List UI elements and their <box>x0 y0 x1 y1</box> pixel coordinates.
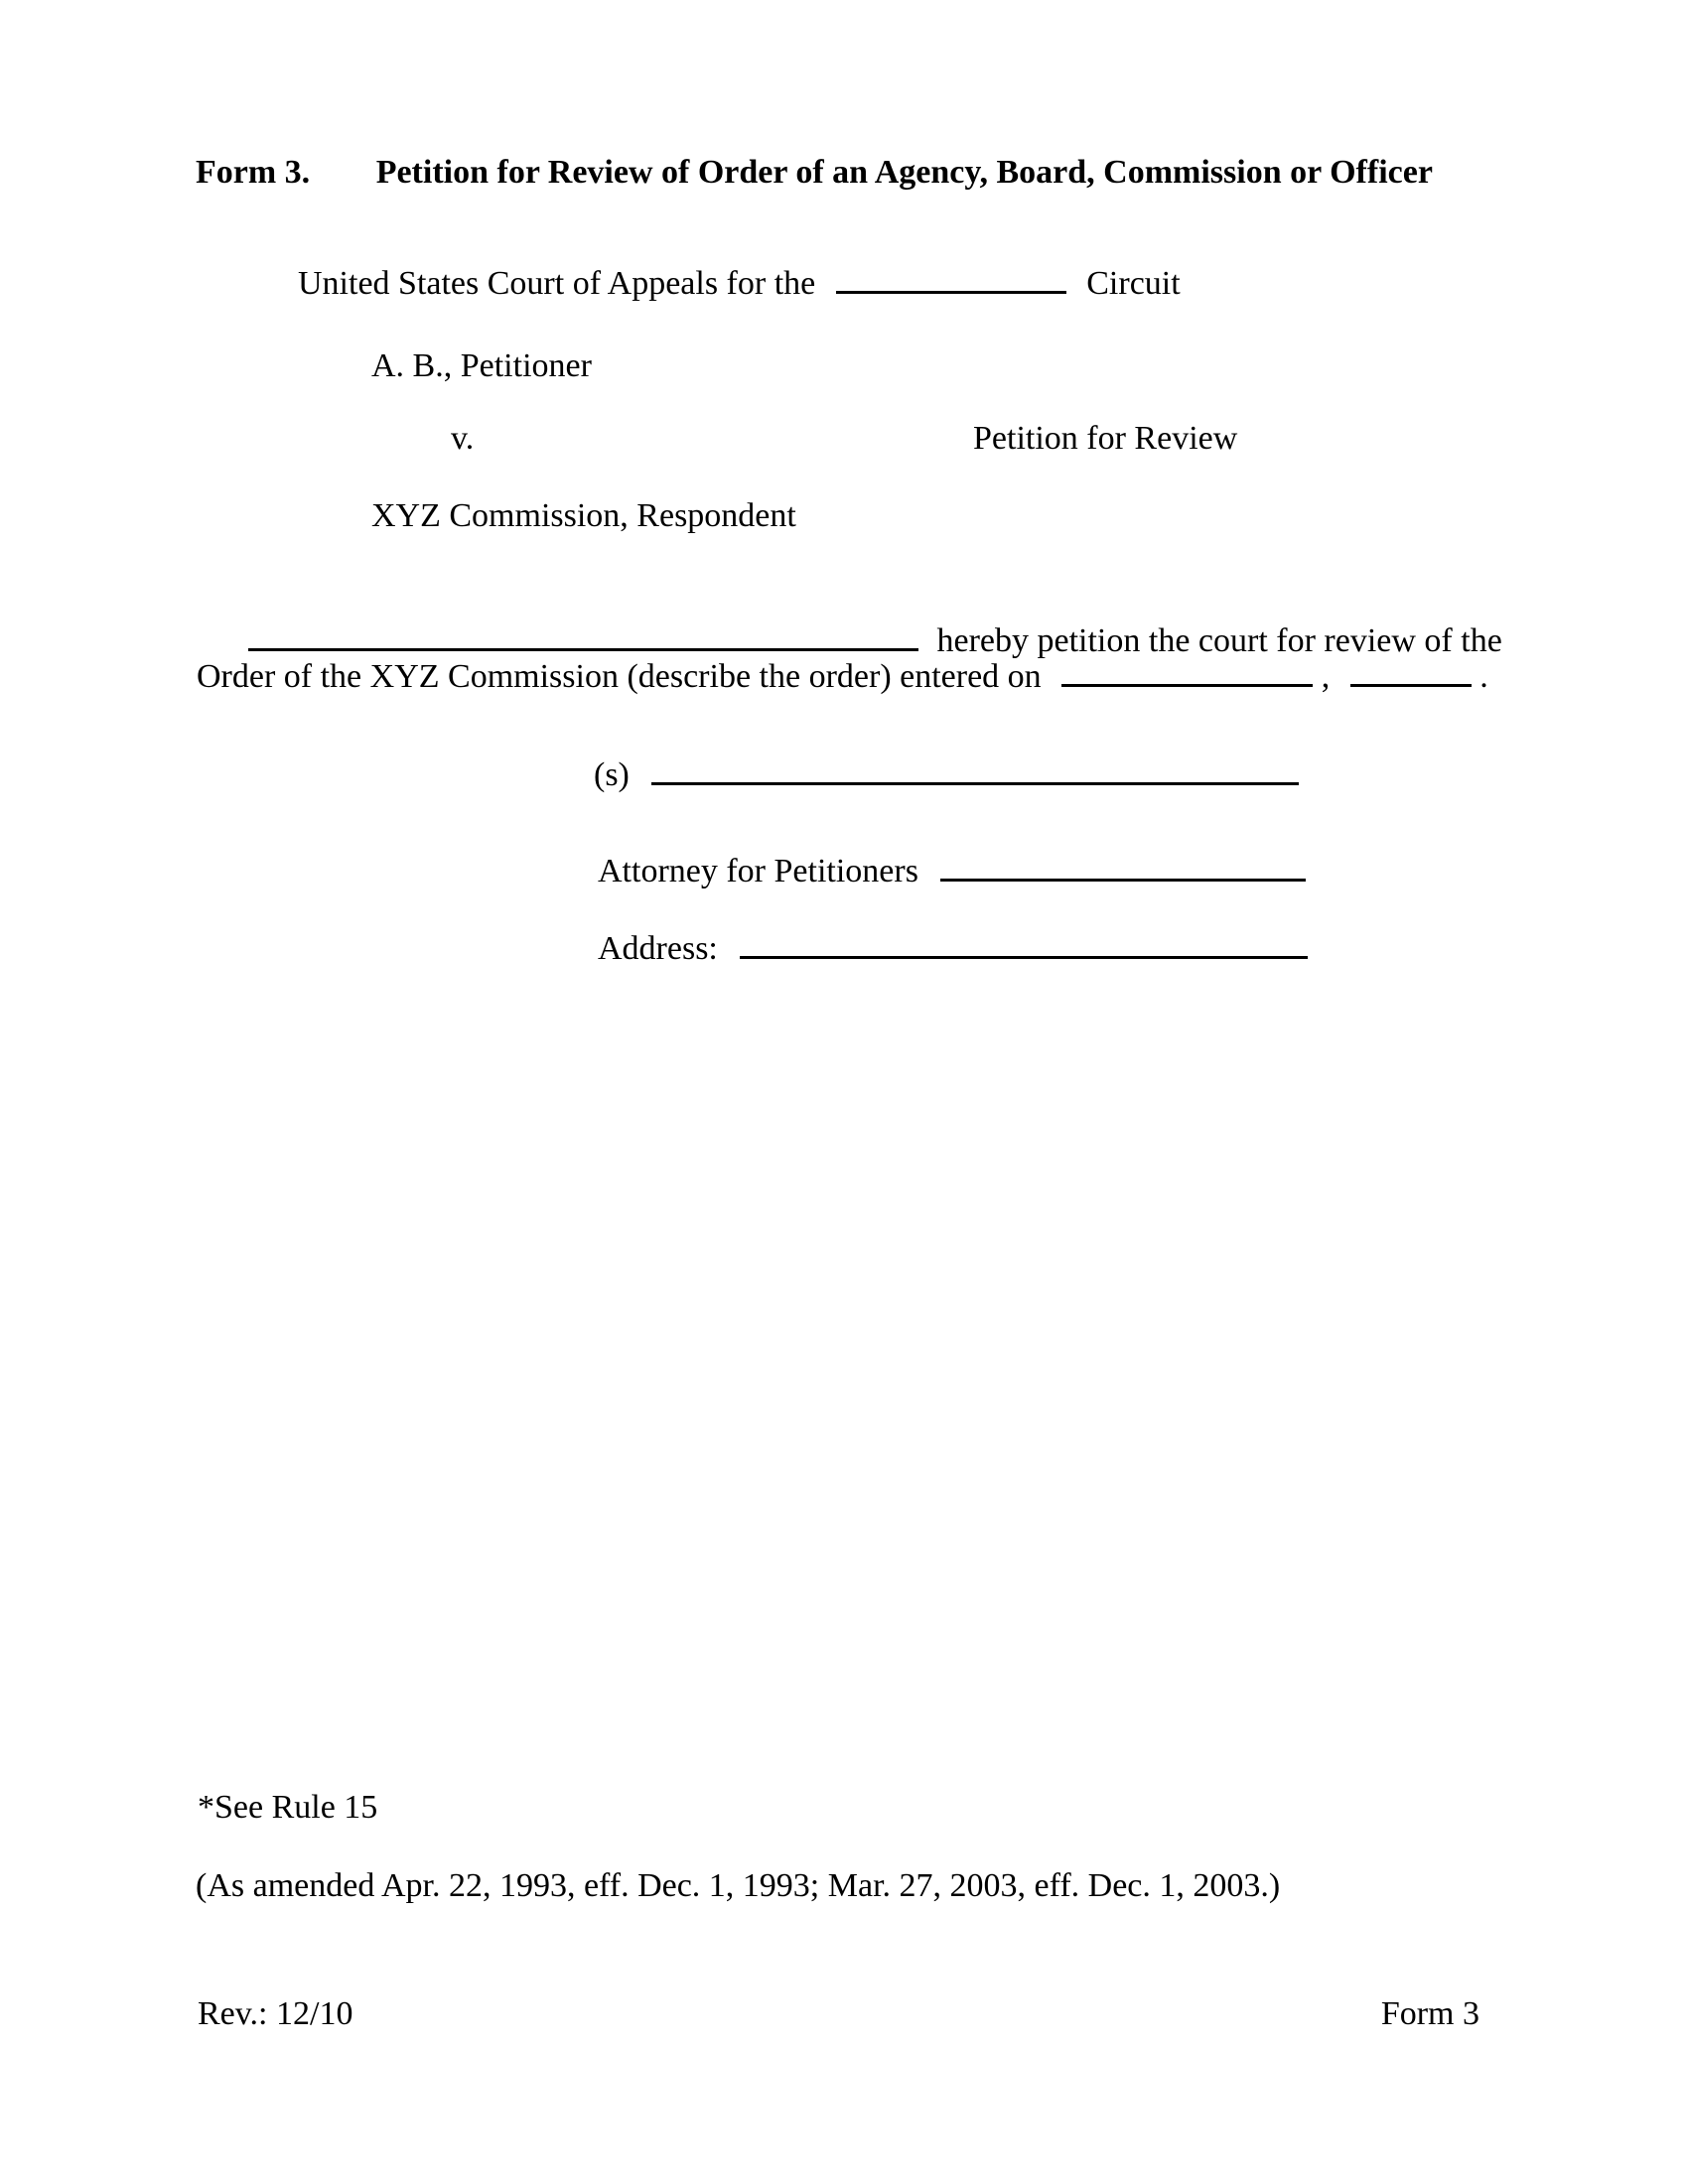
petition-line2-text: Order of the XYZ Commission (describe the order) entered on <box>197 658 1042 695</box>
versus-label: v. <box>451 420 475 457</box>
petition-line1-text: hereby petition the court for review of the <box>936 622 1502 659</box>
date-separator: , <box>1321 658 1331 695</box>
address-blank <box>740 956 1308 959</box>
parties-blank <box>248 648 918 651</box>
respondent-name: XYZ Commission, Respondent <box>371 497 796 534</box>
sentence-period: . <box>1479 658 1488 695</box>
petitioner-name: A. B., Petitioner <box>371 347 592 384</box>
revision-label: Rev.: 12/10 <box>198 1995 353 2032</box>
signature-label: (s) <box>594 756 630 793</box>
order-date-blank <box>1061 684 1313 687</box>
address-line <box>598 928 1308 970</box>
signature-line <box>594 754 1299 796</box>
court-line <box>298 263 1181 305</box>
petitioner-line <box>371 345 592 387</box>
form-number-footer: Form 3 <box>1380 1995 1479 2032</box>
rule-footnote: *See Rule 15 <box>198 1789 378 1826</box>
amendment-note: (As amended Apr. 22, 1993, eff. Dec. 1, 1993; Mar. 27, 2003, eff. Dec. 1, 2003.) <box>196 1867 1281 1904</box>
circuit-blank <box>836 291 1066 294</box>
respondent-line <box>371 495 796 537</box>
page-title <box>196 152 1433 194</box>
order-year-blank <box>1350 684 1472 687</box>
form-number-label: Form 3. <box>196 154 311 191</box>
document-caption-title: Petition for Review <box>973 420 1238 457</box>
petition-paragraph-line2 <box>197 656 1488 698</box>
signature-blank <box>651 782 1299 785</box>
attorney-line <box>598 851 1306 892</box>
page-title-text: Petition for Review of Order of an Agency, Board, Commission or Officer <box>375 154 1433 191</box>
address-label: Address: <box>598 930 718 967</box>
court-line-prefix: United States Court of Appeals for the <box>298 265 816 302</box>
attorney-label: Attorney for Petitioners <box>598 853 918 889</box>
court-line-suffix: Circuit <box>1086 265 1181 302</box>
attorney-blank <box>940 879 1306 882</box>
